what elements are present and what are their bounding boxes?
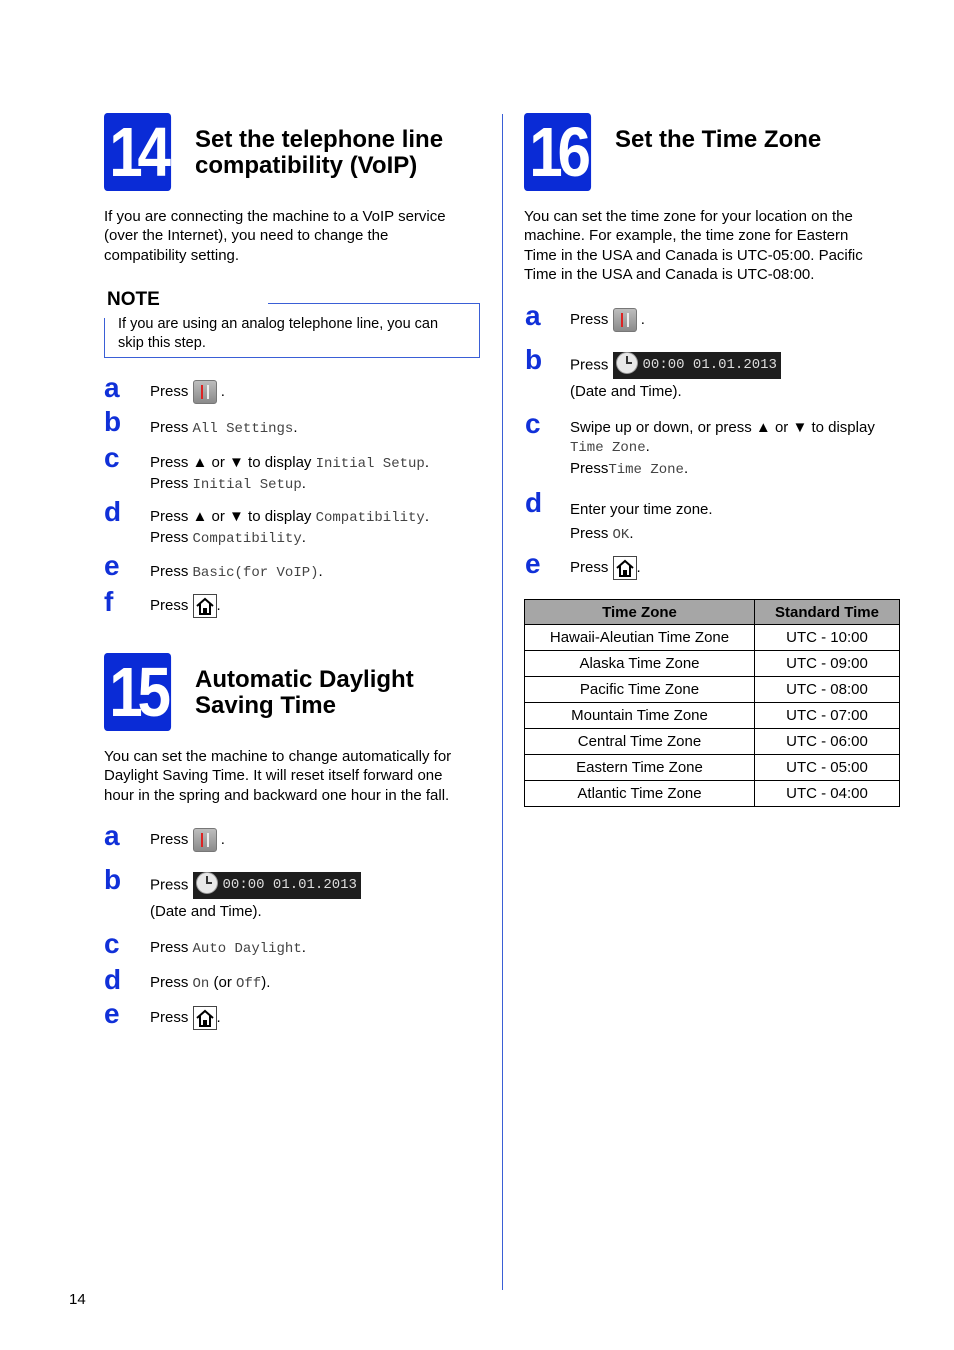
home-icon[interactable] xyxy=(613,556,637,580)
page-number: 14 xyxy=(69,1291,86,1308)
table-row xyxy=(525,755,900,781)
note-left-rule xyxy=(104,318,105,358)
clock-icon xyxy=(196,872,218,894)
date-time-button[interactable]: 00:00 01.01.2013 xyxy=(613,352,781,379)
column-divider xyxy=(502,114,503,1290)
settings-tools-icon[interactable] xyxy=(193,380,217,404)
section-title-14: Set the telephone line compatibility (VoIP) xyxy=(195,126,444,179)
step-15c: Press Auto Daylight. xyxy=(150,939,306,957)
step-14c: Press ▲ or ▼ to display Initial Setup. Press Initial Setup. xyxy=(150,454,429,493)
step-15b: Press 00:00 01.01.2013 (Date and Time). xyxy=(150,872,361,921)
step-letter-a: a xyxy=(104,372,120,403)
step-letter-a: a xyxy=(104,820,120,851)
section-intro-16: You can set the time zone for your location on the machine. For example, the time zone for Eastern Time in the USA and Canada is UTC-05:00. Pacific Time in the USA and Canada is UTC-08:00. xyxy=(524,208,863,283)
time-zone-table xyxy=(524,599,900,807)
settings-tools-icon[interactable] xyxy=(193,828,217,852)
date-time-button[interactable]: 00:00 01.01.2013 xyxy=(193,872,361,899)
table-row xyxy=(525,677,900,703)
step-15a: Press . xyxy=(150,828,225,852)
table-cell: UTC - 07:00 xyxy=(755,703,900,729)
table-cell: Central Time Zone xyxy=(525,729,755,755)
step-14a: Press . xyxy=(150,380,225,404)
table-cell: UTC - 10:00 xyxy=(755,625,900,651)
step-letter-e: e xyxy=(104,550,120,581)
table-row xyxy=(525,729,900,755)
home-icon[interactable] xyxy=(193,594,217,618)
step-letter-b: b xyxy=(104,406,122,437)
step-16d: Enter your time zone. Press OK. xyxy=(570,501,713,543)
step-14d: Press ▲ or ▼ to display Compatibility. Press Compatibility. xyxy=(150,508,429,547)
step-14e: Press Basic(for VoIP). xyxy=(150,563,323,581)
table-cell: UTC - 05:00 xyxy=(755,755,900,781)
step-16e: Press . xyxy=(570,556,641,580)
step-letter-d: d xyxy=(104,496,122,527)
step-15e: Press . xyxy=(150,1006,221,1030)
step-letter-d: d xyxy=(525,487,543,518)
step-letter-c: c xyxy=(104,928,120,959)
section-intro-14: If you are connecting the machine to a VoIP service (over the Internet), you need to change the compatibility setting. xyxy=(104,208,446,264)
step-number-16: 16 xyxy=(524,113,591,191)
section-title-15: Automatic Daylight Saving Time xyxy=(195,666,414,719)
note-right-rule xyxy=(479,303,480,358)
step-14b: Press All Settings. xyxy=(150,419,298,437)
table-cell: UTC - 06:00 xyxy=(755,729,900,755)
clock-icon xyxy=(616,352,638,374)
table-header: Standard Time xyxy=(755,600,900,625)
section-intro-15: You can set the machine to change automatically for Daylight Saving Time. It will reset itself forward one hour in the spring and backward one hour in the fall. xyxy=(104,748,452,804)
step-16a: Press . xyxy=(570,308,645,332)
note-top-rule xyxy=(268,303,480,304)
table-cell: UTC - 08:00 xyxy=(755,677,900,703)
section-title-16: Set the Time Zone xyxy=(615,126,822,153)
note-label: NOTE xyxy=(107,289,160,310)
table-cell: Hawaii-Aleutian Time Zone xyxy=(525,625,755,651)
table-cell: UTC - 09:00 xyxy=(755,651,900,677)
step-15d: Press On (or Off). xyxy=(150,974,271,992)
step-letter-c: c xyxy=(525,408,541,439)
step-number-15: 15 xyxy=(104,653,171,731)
table-row xyxy=(525,703,900,729)
step-16b: Press 00:00 01.01.2013 (Date and Time). xyxy=(570,352,781,401)
table-row xyxy=(525,625,900,651)
step-16c: Swipe up or down, or press ▲ or ▼ to display Time Zone. PressTime Zone. xyxy=(570,419,875,478)
step-letter-b: b xyxy=(104,864,122,895)
table-row xyxy=(525,781,900,807)
table-cell: Eastern Time Zone xyxy=(525,755,755,781)
table-header: Time Zone xyxy=(525,600,755,625)
step-letter-a: a xyxy=(525,300,541,331)
table-header-row xyxy=(525,600,900,625)
table-cell: Alaska Time Zone xyxy=(525,651,755,677)
table-cell: Atlantic Time Zone xyxy=(525,781,755,807)
note-bottom-rule xyxy=(104,357,480,358)
step-letter-e: e xyxy=(525,548,541,579)
step-letter-d: d xyxy=(104,964,122,995)
table-cell: Pacific Time Zone xyxy=(525,677,755,703)
settings-tools-icon[interactable] xyxy=(613,308,637,332)
step-number-14: 14 xyxy=(104,113,171,191)
step-letter-c: c xyxy=(104,442,120,473)
note-text: If you are using an analog telephone line, you can skip this step. xyxy=(118,316,439,352)
table-cell: Mountain Time Zone xyxy=(525,703,755,729)
table-cell: UTC - 04:00 xyxy=(755,781,900,807)
step-14f: Press . xyxy=(150,594,221,618)
table-row xyxy=(525,651,900,677)
step-letter-f: f xyxy=(104,586,114,617)
step-letter-e: e xyxy=(104,998,120,1029)
home-icon[interactable] xyxy=(193,1006,217,1030)
step-letter-b: b xyxy=(525,344,543,375)
